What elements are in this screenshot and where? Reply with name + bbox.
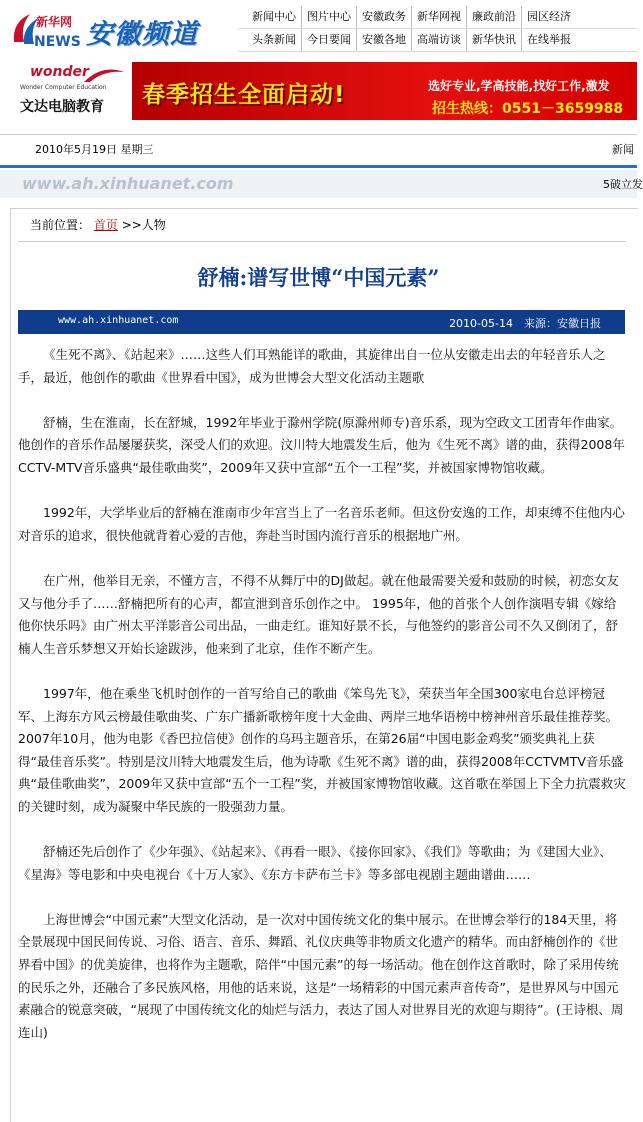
nav-link[interactable]: 新华快讯 bbox=[466, 29, 521, 51]
article-paragraph: 在广州，他举目无亲，不懂方言，不得不从舞厅中的DJ做起。就在他最需要关爱和鼓励的时候，初恋女友又与他分手了……舒楠把所有的心声，都宣泄到音乐创作之中。 1995年，他的首张个人创作演唱专辑《嫁给他你快乐吗》由广州太平洋影音公司出品，一曲走红。谁知好景不长，与他签约的影音公司不久又倒闭了，舒楠人生音乐梦想又开始长途跋涉，他来到了北京，佳作不断产生。 bbox=[18, 572, 619, 656]
banner-headline: 春季招生全面启动! bbox=[142, 82, 346, 108]
nav-link[interactable]: 今日要闻 bbox=[301, 29, 356, 51]
breadcrumb-label: 当前位置： bbox=[30, 218, 91, 232]
breadcrumb-home-link[interactable]: 首页 bbox=[93, 218, 118, 232]
site-header bbox=[0, 0, 637, 60]
enrollment-banner[interactable] bbox=[132, 62, 637, 120]
banner-slogan: 选好专业,学高技能,找好工作,激发 bbox=[428, 79, 610, 93]
channel-title: 安徽频道 bbox=[86, 19, 198, 50]
divider bbox=[18, 241, 626, 242]
nav-row-2 bbox=[238, 29, 637, 52]
banner-hotline: 招生热线：0551－3659988 bbox=[432, 101, 624, 117]
breadcrumb-section[interactable]: >>人物 bbox=[121, 218, 166, 232]
wonder-brand-en: wonder bbox=[30, 64, 89, 80]
wonder-logo[interactable] bbox=[20, 64, 130, 120]
nav-row-1 bbox=[238, 6, 637, 29]
wonder-brand-sub: Wonder Computer Education bbox=[20, 84, 107, 91]
article-info-bar bbox=[18, 310, 625, 334]
article-paragraph: 舒楠还先后创作了《少年强》、《站起来》、《再看一眼》、《接你回家》、《我们》等歌曲；为《建国大业》、《星海》等电影和中央电视台《十万人家》、《东方卡萨布兰卡》等多部电视剧主题曲谱曲…… bbox=[18, 844, 612, 882]
nav-link[interactable]: 头条新闻 bbox=[252, 33, 296, 46]
date-bar bbox=[0, 134, 637, 163]
logo-brand-text: 新华网 bbox=[36, 15, 73, 29]
xinhua-logo[interactable] bbox=[10, 8, 82, 50]
nav-link[interactable]: 新华网视 bbox=[411, 6, 466, 28]
logo-news-text: NEWS bbox=[34, 34, 81, 50]
date-bar-link[interactable]: 新闻 bbox=[612, 143, 634, 156]
divider bbox=[0, 165, 637, 168]
article-paragraph: 1997年，他在乘坐飞机时创作的一首写给自己的歌曲《笨鸟先飞》，荣获当年全国300家电台总评榜冠军、上海东方风云榜最佳歌曲奖、广东广播新歌榜年度十大金曲、两岸三地华语榜中榜神州音乐最佳推荐奖。 2007年10月，他为电影《香巴拉信使》创作的乌玛主题音乐，在第26届“中国电影金鸡奖”颁奖典礼上获得“最佳音乐奖”。特别是汶川特大地震发生后，他为诗歌《生死不离》谱的曲，获得2008年CCTVMTV音乐盛典“最佳歌曲奖”，2009年又获中宣部“五个一工程”奖，并被国家博物馆收藏。这首歌在举国上下全力抗震救灾的关键时刻，成为凝聚中华民族的一股强劲力量。 bbox=[18, 685, 626, 814]
nav-link[interactable]: 安徽政务 bbox=[356, 6, 411, 28]
article-meta: 2010-05-14 来源：安徽日报 bbox=[449, 317, 601, 330]
article-paragraph: 舒楠，生在淮南，长在舒城，1992年毕业于滁州学院(原滁州师专)音乐系，现为空政文工团青年作曲家。他创作的音乐作品屡屡获奖，深受人们的欢迎。汶川特大地震发生后，他为《生死不离》谱的曲，获得2008年CCTV-MTV音乐盛典“最佳歌曲奖”，2009年又获中宣部“五个一工程”奖，并被国家博物馆收藏。 bbox=[18, 414, 625, 475]
nav-link[interactable]: 园区经济 bbox=[521, 6, 576, 28]
current-date: 2010年5月19日 星期三 bbox=[35, 143, 154, 156]
nav-link[interactable]: 在线举报 bbox=[521, 29, 576, 51]
breadcrumb bbox=[30, 216, 166, 233]
nav-link[interactable]: 廉政前沿 bbox=[466, 6, 521, 28]
ad-row bbox=[0, 62, 637, 122]
nav-link[interactable]: 高端访谈 bbox=[411, 29, 466, 51]
article-paragraph: 上海世博会“中国元素”大型文化活动，是一次对中国传统文化的集中展示。在世博会举行的184天里，将全景展现中国民间传说、习俗、语言、音乐、舞蹈、礼仪庆典等非物质文化遗产的精华。而由舒楠创作的《世界看中国》的优美旋律，也将作为主题歌，陪伴“中国元素”的每一场活动。他在创作这首歌时，除了采用传统的民乐之外，还融合了多民族风格，用他的话来说，这是“一场精彩的中国元素声音传奇”，是世界风与中国元素融合的锐意突破，“展现了中国传统文化的灿烂与活力，表达了国人对世界目光的欢迎与期待”。(王诗根、周连山) bbox=[18, 911, 624, 1040]
article-paragraph: 《生死不离》、《站起来》……这些人们耳熟能详的歌曲，其旋律出自一位从安徽走出去的年轻音乐人之手，最近，他创作的歌曲《世界看中国》，成为世博会大型文化活动主题歌 bbox=[18, 347, 606, 385]
article-site-url: www.ah.xinhuanet.com bbox=[58, 315, 179, 326]
nav-link[interactable]: 安徽各地 bbox=[356, 29, 411, 51]
url-watermark: www.ah.xinhuanet.com bbox=[22, 174, 234, 193]
marquee-text[interactable]: 5破立发 bbox=[603, 178, 643, 191]
wonder-brand-cn: 文达电脑教育 bbox=[20, 99, 104, 115]
article-paragraph: 1992年，大学毕业后的舒楠在淮南市少年宫当上了一名音乐老师。但这份安逸的工作，却束缚不住他内心对音乐的追求，很快他就背着心爱的吉他，奔赴当时国内流行音乐的根据地广州。 bbox=[18, 505, 625, 543]
article-title: 舒楠:谱写世博“中国元素” bbox=[197, 265, 440, 290]
top-nav bbox=[238, 6, 637, 52]
url-bar bbox=[0, 170, 643, 198]
article-body bbox=[18, 344, 626, 1067]
nav-link[interactable]: 新闻中心 bbox=[252, 10, 296, 23]
nav-link[interactable]: 图片中心 bbox=[301, 6, 356, 28]
